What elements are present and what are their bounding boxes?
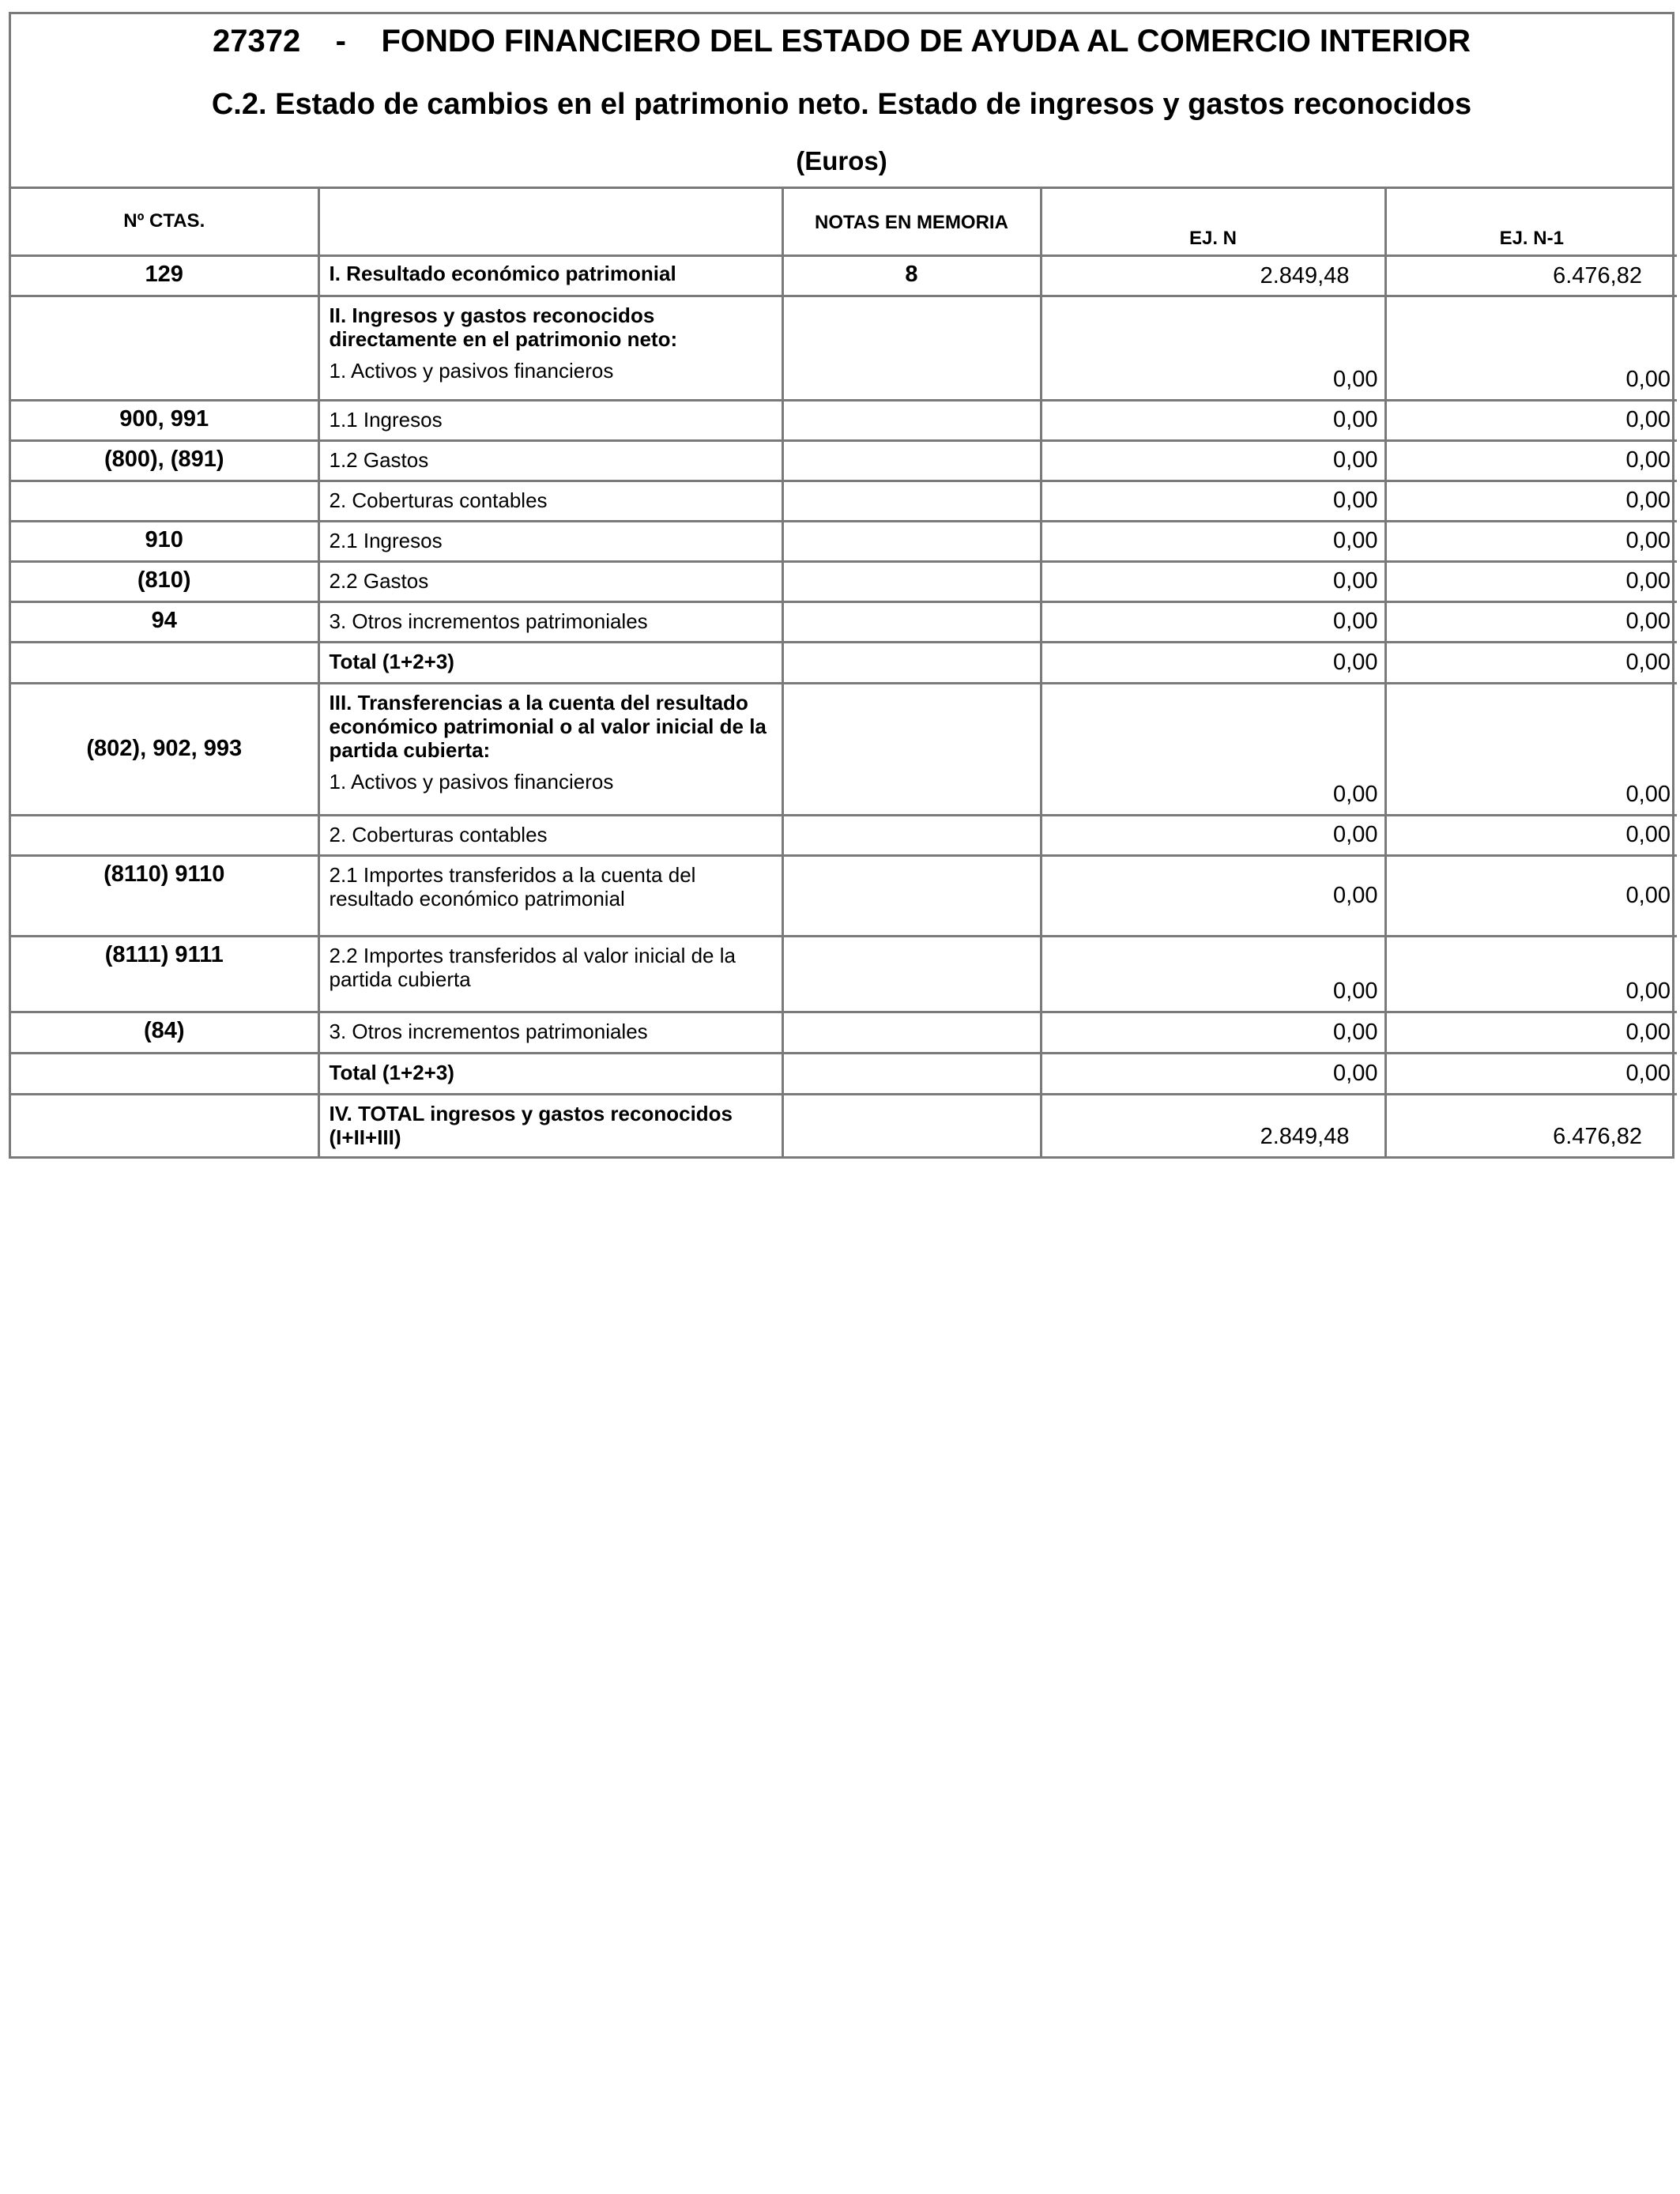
row-accounts: 900, 991 [11,400,318,440]
row-value-n1: 0,00 [1385,1053,1677,1094]
year-n1-column-header: EJ. N-1 [1385,189,1677,255]
row-value-n: 0,00 [1041,561,1385,601]
row-value-n: 0,00 [1041,683,1385,815]
row-value-n1: 0,00 [1385,936,1677,1012]
row-note [782,296,1041,400]
row-description [318,1094,782,1156]
row-note [782,1012,1041,1053]
row-note [782,440,1041,481]
table-row [11,521,1677,561]
table-row [11,481,1677,521]
row-note [782,642,1041,683]
row-accounts: (810) [11,561,318,601]
row-note [782,400,1041,440]
statement-table [11,189,1677,1156]
row-value-n: 0,00 [1041,296,1385,400]
table-header-row [11,189,1677,255]
row-value-n: 0,00 [1041,1053,1385,1094]
row-title: Total (1+2+3) [329,1060,454,1084]
row-accounts [11,1094,318,1156]
row-description [318,642,782,683]
row-accounts: 94 [11,601,318,642]
row-label: 3. Otros incrementos patrimoniales [318,1012,782,1053]
description-column-header [318,189,782,255]
table-row [11,1053,1677,1094]
row-value-n1: 0,00 [1385,481,1677,521]
row-description [318,255,782,296]
row-accounts [11,642,318,683]
row-value-n: 0,00 [1041,440,1385,481]
row-accounts: (8111) 9111 [11,936,318,1012]
table-row [11,936,1677,1012]
units-label: (Euros) [796,146,887,175]
table-row [11,255,1677,296]
row-value-n1: 0,00 [1385,296,1677,400]
row-value-n1: 0,00 [1385,855,1677,936]
row-label: 3. Otros incrementos patrimoniales [318,601,782,642]
row-accounts: (84) [11,1012,318,1053]
table-row [11,642,1677,683]
row-accounts: (8110) 9110 [11,855,318,936]
row-note [782,481,1041,521]
row-value-n: 0,00 [1041,1012,1385,1053]
table-row [11,296,1677,400]
row-value-n: 2.849,48 [1041,1094,1385,1156]
row-label: 1.2 Gastos [318,440,782,481]
row-value-n1: 6.476,82 [1385,255,1677,296]
row-subtitle: 1. Activos y pasivos financieros [329,769,614,794]
row-value-n1: 0,00 [1385,521,1677,561]
report-title: C.2. Estado de cambios en el patrimonio neto. Estado de ingresos y gastos reconocidos [211,88,1472,121]
row-label: 2.2 Gastos [318,561,782,601]
row-value-n1: 6.476,82 [1385,1094,1677,1156]
report-header [11,14,1672,189]
table-row [11,855,1677,936]
accounts-column-header: Nº CTAS. [11,189,318,255]
notes-column-header: NOTAS EN MEMORIA [782,189,1041,255]
table-row [11,440,1677,481]
row-note [782,683,1041,815]
row-value-n: 0,00 [1041,642,1385,683]
table-row [11,1094,1677,1156]
row-note [782,601,1041,642]
row-accounts: 129 [11,255,318,296]
table-row [11,561,1677,601]
row-value-n1: 0,00 [1385,561,1677,601]
row-description [318,1053,782,1094]
row-value-n1: 0,00 [1385,815,1677,855]
row-accounts [11,481,318,521]
row-title: Total (1+2+3) [329,649,454,673]
row-value-n1: 0,00 [1385,642,1677,683]
row-value-n: 0,00 [1041,936,1385,1012]
row-title: I. Resultado económico patrimonial [329,261,676,285]
row-label: 2. Coberturas contables [318,481,782,521]
table-row [11,1012,1677,1053]
table-row [11,815,1677,855]
row-accounts [11,296,318,400]
row-label: 1.1 Ingresos [318,400,782,440]
row-value-n1: 0,00 [1385,683,1677,815]
row-value-n1: 0,00 [1385,400,1677,440]
year-n-column-header: EJ. N [1041,189,1385,255]
row-description [318,296,782,400]
title-separator: - [335,24,346,58]
row-value-n: 0,00 [1041,400,1385,440]
entity-title [11,24,1672,59]
row-label: 2.1 Ingresos [318,521,782,561]
row-value-n1: 0,00 [1385,1012,1677,1053]
row-note: 8 [782,255,1041,296]
row-accounts: 910 [11,521,318,561]
row-description [318,683,782,815]
row-note [782,936,1041,1012]
entity-name: FONDO FINANCIERO DEL ESTADO DE AYUDA AL COMERCIO INTERIOR [381,24,1471,58]
row-value-n1: 0,00 [1385,601,1677,642]
row-label: 2. Coberturas contables [318,815,782,855]
row-value-n: 0,00 [1041,855,1385,936]
row-value-n: 0,00 [1041,481,1385,521]
row-note [782,1053,1041,1094]
row-note [782,1094,1041,1156]
row-title: IV. TOTAL ingresos y gastos reconocidos (I+II+III) [329,1101,733,1149]
table-row [11,601,1677,642]
row-accounts [11,815,318,855]
row-note [782,815,1041,855]
row-note [782,561,1041,601]
table-row [11,400,1677,440]
row-title: II. Ingresos y gastos reconocidos directamente en el patrimonio neto: [329,303,678,351]
row-subtitle: 1. Activos y pasivos financieros [329,358,614,383]
row-value-n: 0,00 [1041,521,1385,561]
row-value-n1: 0,00 [1385,440,1677,481]
row-value-n: 0,00 [1041,815,1385,855]
entity-code: 27372 [212,24,301,58]
table-row [11,683,1677,815]
row-note [782,521,1041,561]
row-accounts [11,1053,318,1094]
row-value-n: 0,00 [1041,601,1385,642]
row-accounts: (802), 902, 993 [11,683,318,815]
row-accounts: (800), (891) [11,440,318,481]
row-label: 2.2 Importes transferidos al valor inicial de la partida cubierta [318,936,782,1012]
row-label: 2.1 Importes transferidos a la cuenta del resultado económico patrimonial [318,855,782,936]
row-value-n: 2.849,48 [1041,255,1385,296]
row-title: III. Transferencias a la cuenta del resultado económico patrimonial o al valor inicial de la partida cubierta: [329,690,767,762]
row-note [782,855,1041,936]
statement-frame [9,12,1674,1159]
